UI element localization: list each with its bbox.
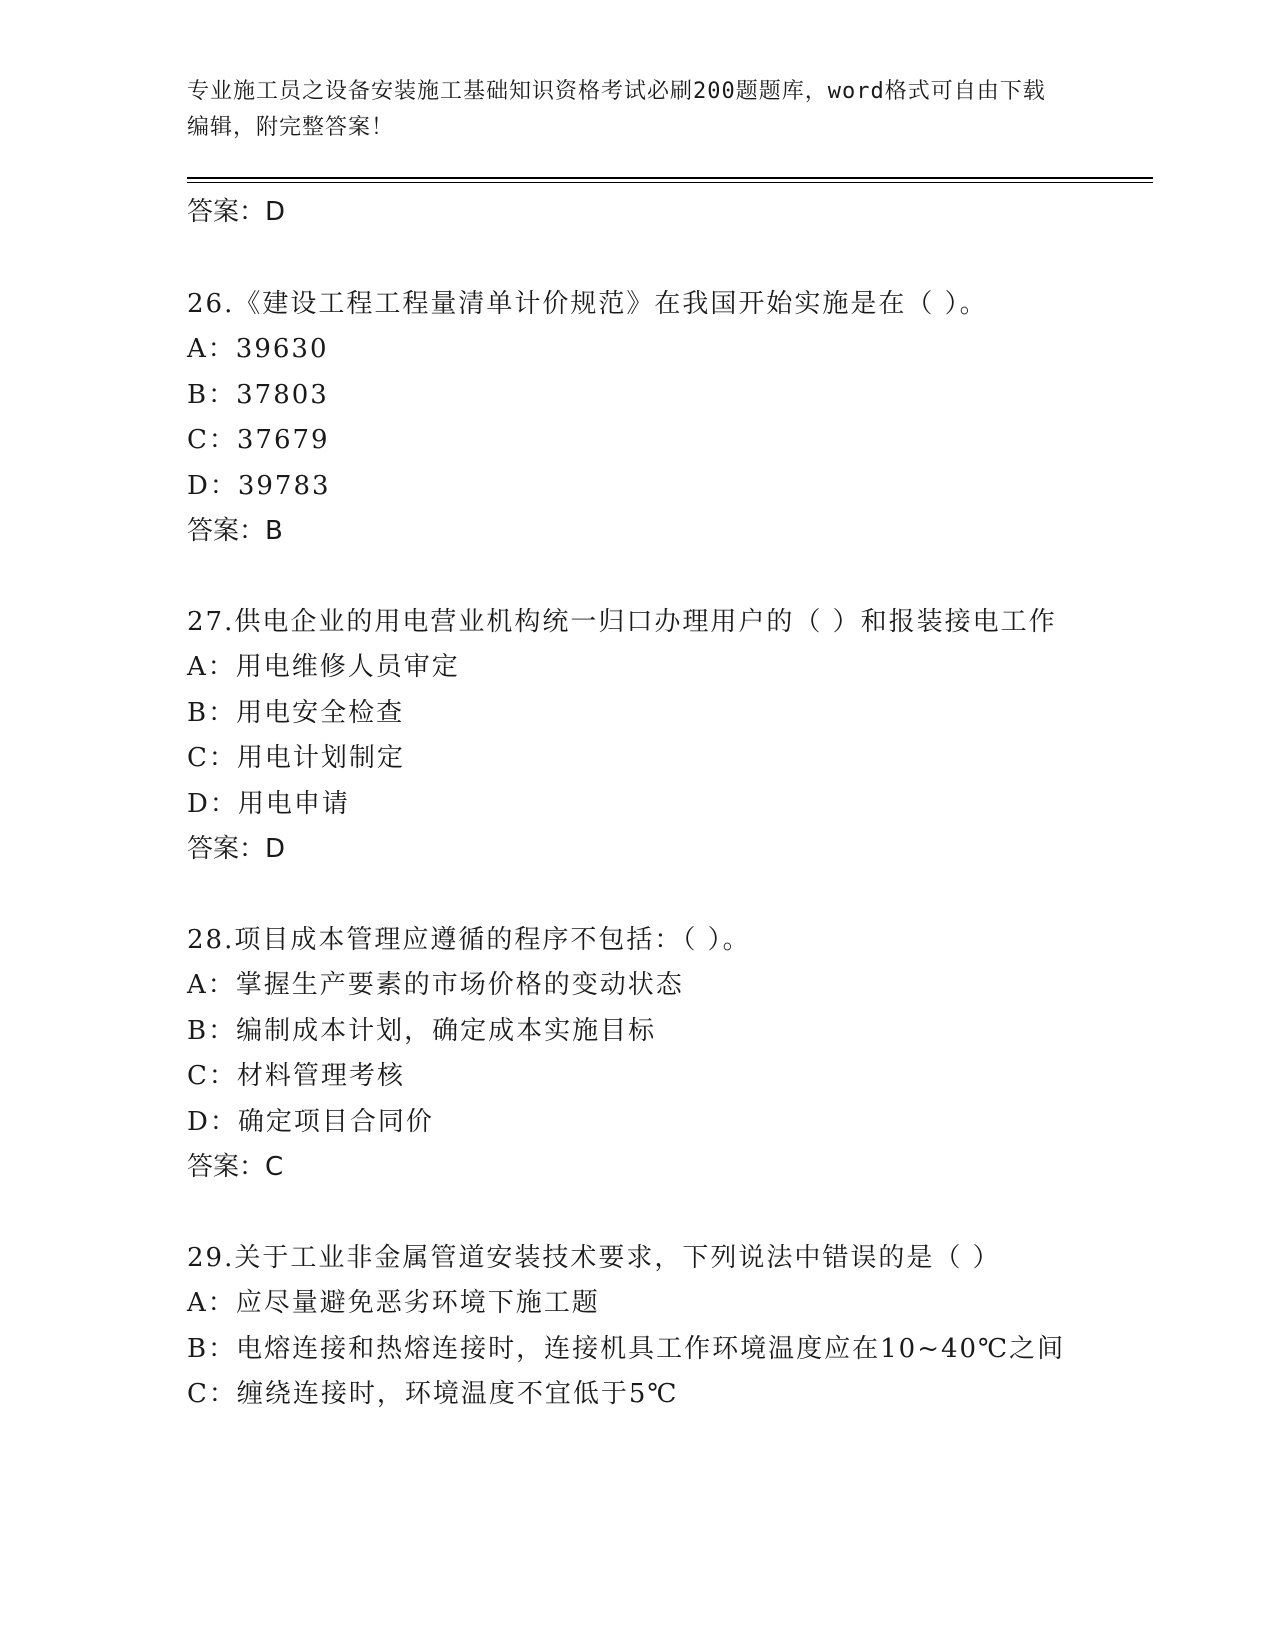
answer-line: 答案：B [187,516,283,546]
option-d: D：用电申请 [187,788,350,819]
option-c: C：37679 [187,425,330,455]
question-stem: 29.关于工业非金属管道安装技术要求，下列说法中错误的是（ ） [187,1243,1001,1273]
question-stem: 26.《建设工程工程量清单计价规范》在我国开始实施是在（ ）。 [187,289,988,319]
header-rule-thin [187,182,1153,183]
option-b: B：电熔连接和热熔连接时，连接机具工作环境温度应在10~40℃之间 [187,1333,1066,1364]
question-list [187,190,1087,1418]
option-b: B：37803 [187,379,329,410]
option-b: B：编制成本计划，确定成本实施目标 [187,1015,657,1046]
option-a: A：应尽量避免恶劣环境下施工题 [187,1288,600,1318]
question-block [187,281,1087,553]
question-stem: 27.供电企业的用电营业机构统一归口办理用户的（ ）和报装接电工作 [187,607,1057,637]
option-c: C：材料管理考核 [187,1061,405,1091]
option-a: A：39630 [187,334,329,364]
option-c: C：缠绕连接时，环境温度不宜低于5℃ [187,1379,679,1409]
option-a: A：掌握生产要素的市场价格的变动状态 [187,970,684,1000]
header-rule-thick [187,177,1153,179]
answer-line: 答案：D [187,197,286,227]
option-d: D：确定项目合同价 [187,1106,434,1137]
question-block [187,917,1087,1189]
answer-line: 答案：D [187,834,286,864]
option-c: C：用电计划制定 [187,743,405,773]
answer-line: 答案：C [187,1152,284,1182]
option-a: A：用电维修人员审定 [187,652,460,682]
option-d: D：39783 [187,470,331,501]
question-block [187,599,1087,871]
question-block [187,1235,1087,1418]
option-b: B：用电安全检查 [187,697,405,728]
document-header-text: 专业施工员之设备安装施工基础知识资格考试必刷200题题库，word格式可自由下载编辑，附完整答案！ [187,79,1046,140]
question-stem: 28.项目成本管理应遵循的程序不包括：（ ）。 [187,925,751,955]
